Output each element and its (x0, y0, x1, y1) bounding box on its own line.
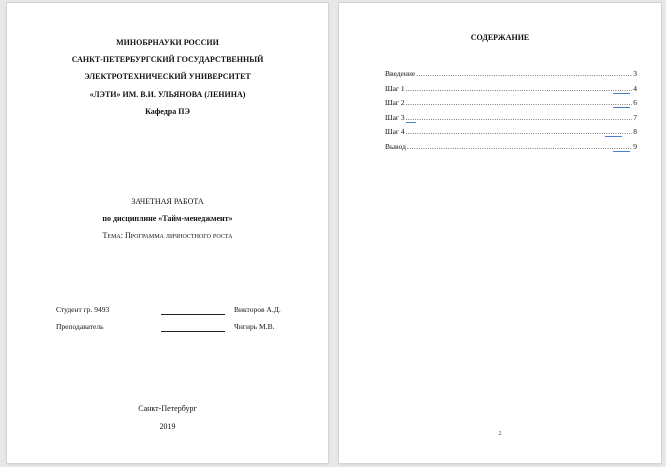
toc-entry-page: 9 (633, 141, 637, 151)
toc-leader-dots (416, 69, 632, 79)
teacher-signature-line (161, 331, 225, 332)
year-line: 2019 (159, 422, 176, 431)
student-name: Викторов А.Д. (234, 305, 281, 314)
city-line: Санкт-Петербург (138, 404, 197, 413)
toc-entry-label: Вывод (385, 141, 406, 151)
university-line-2: ЭЛЕКТРОТЕХНИЧЕСКИЙ УНИВЕРСИТЕТ (84, 72, 251, 81)
hyperlink-underline (605, 136, 622, 137)
topic-line: Тема: Программа личностного роста (102, 231, 233, 240)
university-line-3: «ЛЭТИ» ИМ. В.И. УЛЬЯНОВА (ЛЕНИНА) (89, 90, 246, 99)
toc-entry-label: Шаг 2 (385, 98, 405, 107)
toc-entry-page: 6 (633, 98, 637, 107)
toc-entry-page: 3 (633, 69, 637, 78)
university-line-1: САНКТ-ПЕТЕРБУРГСКИЙ ГОСУДАРСТВЕННЫЙ (71, 55, 264, 64)
toc-entry-page: 7 (633, 112, 637, 122)
toc-entry-label: Шаг 1 (385, 83, 405, 93)
student-role-label: Студент гр. 9493 (56, 305, 110, 314)
teacher-signature-row (7, 322, 328, 334)
toc-entry-page: 4 (633, 83, 637, 93)
toc-entry-label: Шаг 3 (385, 112, 405, 122)
teacher-role-label: Преподаватель (56, 322, 104, 331)
hyperlink-underline (613, 93, 630, 94)
student-signature-row (7, 305, 328, 317)
hyperlink-underline (406, 122, 416, 123)
work-type-heading: ЗАЧЕТНАЯ РАБОТА (131, 197, 204, 206)
department-heading: Кафедра ПЭ (145, 107, 190, 116)
toc-entry-step-1[interactable] (385, 84, 637, 99)
toc-title: СОДЕРЖАНИЕ (470, 33, 530, 42)
discipline-line: по дисциплине «Тайм-менеджмент» (102, 214, 233, 223)
toc-leader-dots (406, 84, 633, 94)
teacher-name: Чигирь М.В. (234, 322, 275, 331)
toc-page (339, 3, 661, 463)
hyperlink-underline (613, 107, 630, 108)
toc-entry-step-4[interactable] (385, 127, 637, 142)
toc-entry-step-3[interactable] (385, 113, 637, 128)
toc-leader-dots (407, 142, 632, 152)
hyperlink-underline (613, 151, 630, 152)
toc-leader-dots (406, 98, 633, 108)
toc-entry-label: Шаг 4 (385, 127, 405, 136)
ministry-heading: МИНОБРНАУКИ РОССИИ (116, 38, 219, 47)
toc-entry-step-2[interactable] (385, 98, 637, 113)
toc-leader-dots (406, 127, 633, 137)
toc-entry-label: Введение (385, 69, 416, 78)
student-signature-line (161, 314, 225, 315)
page-number: 2 (498, 431, 502, 437)
toc-entry-page: 8 (633, 127, 637, 136)
title-page (7, 3, 328, 463)
toc-entry-conclusion[interactable] (385, 142, 637, 157)
toc-entry-intro[interactable] (385, 69, 637, 84)
toc-leader-dots (406, 113, 633, 123)
toc-list (385, 69, 637, 156)
